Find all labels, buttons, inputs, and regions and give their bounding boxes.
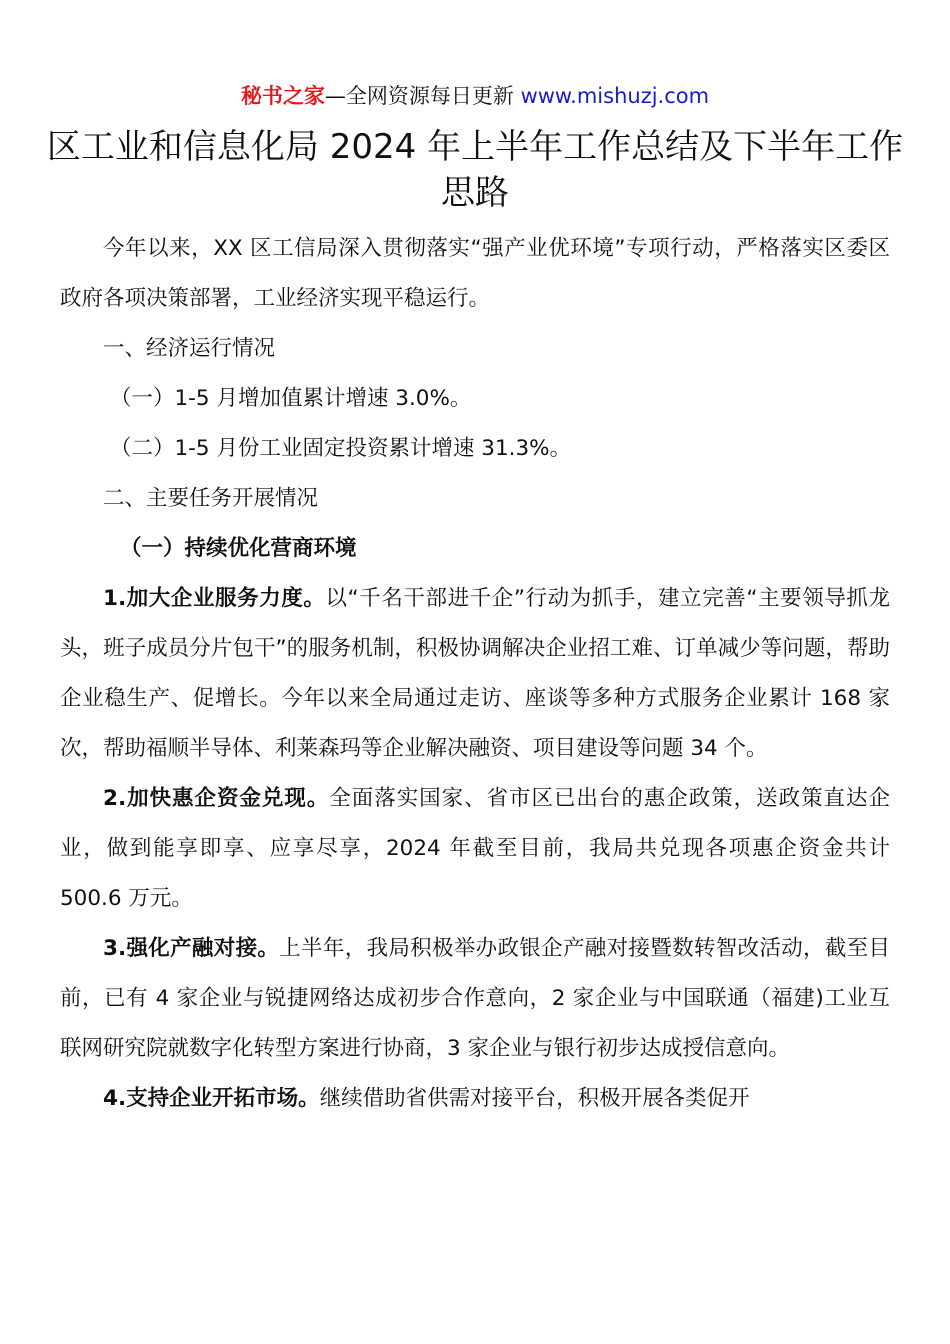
task-paragraph-3 <box>60 924 890 1074</box>
task-text-2: 全面落实国家、省市区已出台的惠企政策，送政策直达企业，做到能享即享、应享尽享，2024 年截至目前，我局共兑现各项惠企资金共计 500.6 万元。 <box>60 786 890 911</box>
task-text-3: 上半年，我局积极举办政银企产融对接暨数转智改活动，截至目前，已有 4 家企业与锐捷网络达成初步合作意向，2 家企业与中国联通（福建)工业互联网研究院就数字化转型方案进行协商，3 家企业与银行初步达成授信意向。 <box>60 936 890 1061</box>
brand-name: 秘书之家 <box>240 84 325 108</box>
task-text-1: 以“千名干部进千企”行动为抓手，建立完善“主要领导抓龙头，班子成员分片包干”的服务机制，积极协调解决企业招工难、订单减少等问题，帮助企业稳生产、促增长。今年以来全局通过走访、座谈等多种方式服务企业累计 168 家次，帮助福顺半导体、利莱森玛等企业解决融资、项目建设等问题 34 个。 <box>60 586 890 761</box>
task-paragraph-2 <box>60 774 890 924</box>
task-paragraph-4 <box>60 1074 890 1124</box>
task-lead-2: 2.加快惠企资金兑现。 <box>103 786 330 811</box>
economy-item-1: （一）1-5 月增加值累计增速 3.0%。 <box>110 386 472 411</box>
section-heading-tasks: 二、主要任务开展情况 <box>103 486 319 511</box>
document-title: 区工业和信息化局 2024 年上半年工作总结及下半年工作思路 <box>46 127 904 213</box>
site-header <box>0 82 950 110</box>
task-lead-1: 1.加大企业服务力度。 <box>103 586 326 611</box>
header-tagline: —全网资源每日更新 <box>324 84 514 108</box>
site-url-link[interactable]: www.mishuzj.com <box>520 84 710 108</box>
subsection-heading-business-environment: （一）持续优化营商环境 <box>120 536 357 561</box>
task-lead-4: 4.支持企业开拓市场。 <box>103 1086 320 1111</box>
section-heading-economy: 一、经济运行情况 <box>103 336 276 361</box>
task-paragraph-1 <box>60 574 890 774</box>
document-body <box>60 224 890 1124</box>
economy-item-2: （二）1-5 月份工业固定投资累计增速 31.3%。 <box>110 436 572 461</box>
task-lead-3: 3.强化产融对接。 <box>103 936 280 961</box>
task-text-4: 继续借助省供需对接平台，积极开展各类促开 <box>319 1086 750 1111</box>
intro-paragraph: 今年以来，XX 区工信局深入贯彻落实“强产业优环境”专项行动，严格落实区委区政府各项决策部署，工业经济实现平稳运行。 <box>60 236 890 311</box>
